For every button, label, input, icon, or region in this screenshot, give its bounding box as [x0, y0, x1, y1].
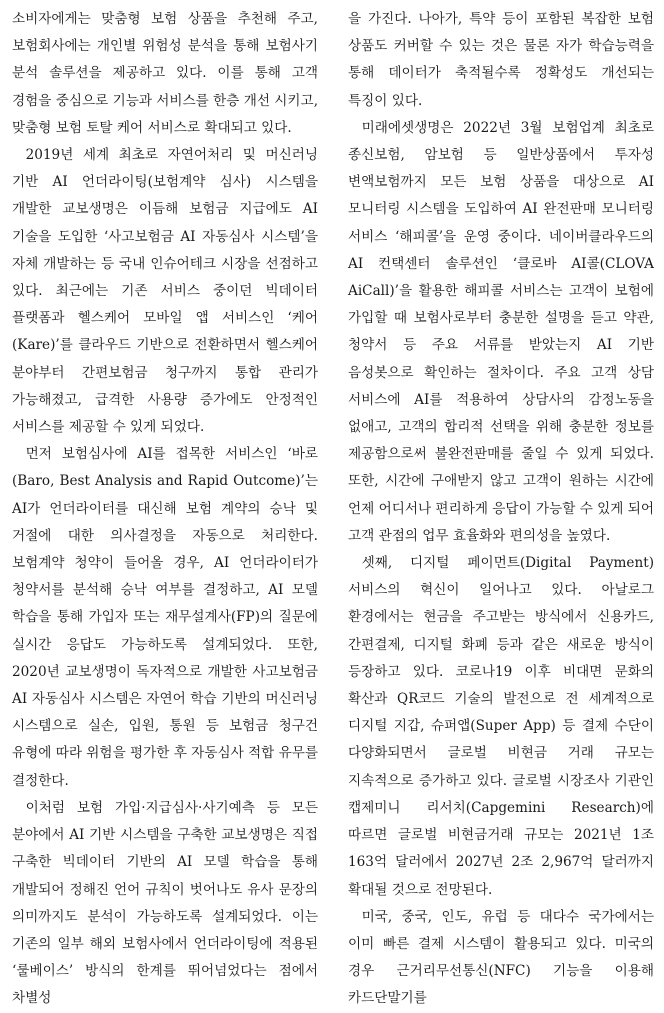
left-column	[12, 6, 318, 1013]
paragraph: 미래에셋생명은 2022년 3월 보험업계 최초로 종신보험, 암보험 등 일반상품에서 투자성 변액보험까지 모든 보험 상품을 대상으로 AI 모니터링 시스템을 도입하여 AI 완전판매 모니터링 서비스 ‘해피콜’을 운영 중이다. 네이버클라우드의 AI 컨택센터 솔루션인 ‘클로바 AI콜(CLOVA AiCall)’을 활용한 해피콜 서비스는 고객이 보험에 가입할 때 보험사로부터 충분한 설명을 듣고 약관, 청약서 등 주요 서류를 받았는지 AI 기반 음성봇으로 확인하는 절차이다. 주요 고객 상담 서비스에 AI를 적용하여 상담사의 감정노동을 없애고, 고객의 합리적 선택을 위해 충분한 정보를 제공함으로써 불완전판매를 줄일 수 있게 되었다. 또한, 시간에 구애받지 않고 고객이 원하는 시간에 언제 어디서나 편리하게 응답이 가능할 수 있게 되어 고객 관점의 업무 효율화와 편의성을 높였다.	[348, 119, 655, 544]
paragraph: 먼저 보험심사에 AI를 접목한 서비스인 ‘바로(Baro, Best Analysis and Rapid Outcome)’는 AI가 언더라이터를 대신해 보험 계약의 승낙 및 거절에 대한 의사결정을 자동으로 처리한다. 보험계약 청약이 들어올 경우, AI 언더라이터가 청약서를 분석해 승낙 여부를 결정하고, AI 모델 학습을 통해 가입자 또는 재무설계사(FP)의 질문에 실시간 응답도 가능하도록 설계되었다. 또한, 2020년 교보생명이 독자적으로 개발한 사고보험금 AI 자동심사 시스템은 자연어 학습 기반의 머신러닝 시스템으로 실손, 입원, 통원 등 보험금 청구건 유형에 따라 위험을 평가한 후 자동심사 적합 유무를 결정한다.	[12, 446, 319, 789]
right-column	[348, 6, 654, 1013]
paragraph: 셋째, 디지털 페이먼트(Digital Payment) 서비스의 혁신이 일어나고 있다. 아날로그 환경에서는 현금을 주고받는 방식에서 신용카드, 간편결제, 디지털 화폐 등과 같은 새로운 방식이 등장하고 있다. 코로나19 이후 비대면 문화의 확산과 QR코드 기술의 발전으로 전 세계적으로 디지털 지갑, 슈퍼앱(Super App) 등 결제 수단이 다양화되면서 글로벌 비현금 거래 규모는 지속적으로 증가하고 있다. 글로벌 시장조사 기관인 캡제미니 리서치(Capgemini Research)에 따르면 글로벌 비현금거래 규모는 2021년 1조 163억 달러에서 2027년 2조 2,967억 달러까지 확대될 것으로 전망된다.	[348, 555, 654, 898]
paragraph: 을 가진다. 나아가, 특약 등이 포함된 복잡한 보험 상품도 커버할 수 있는 것은 물론 자가 학습능력을 통해 데이터가 축적될수록 정확성도 개선되는 특징이 있다.	[348, 11, 654, 109]
paragraph: 2019년 세계 최초로 자연어처리 및 머신러닝 기반 AI 언더라이팅(보험계약 심사) 시스템을 개발한 교보생명은 이듬해 보험금 지급에도 AI 기술을 도입한 ‘사고보험금 AI 자동심사 시스템’을 자체 개발하는 등 국내 인슈어테크 시장을 선점하고 있다. 최근에는 기존 서비스 중이던 빅데이터 플랫폼과 헬스케어 모바일 앱 서비스인 ‘케어(Kare)’를 클라우드 기반으로 전환하면서 헬스케어 분야부터 간편보험금 청구까지 통합 관리가 가능해졌고, 급격한 사용량 증가에도 안정적인 서비스를 제공할 수 있게 되었다.	[12, 147, 318, 436]
paragraph: 미국, 중국, 인도, 유럽 등 대다수 국가에서는 이미 빠른 결제 시스템이 활용되고 있다. 미국의 경우 근거리무선통신(NFC) 기능을 이용해 카드단말기를	[348, 908, 654, 1007]
paragraph: 소비자에게는 맞춤형 보험 상품을 추천해 주고, 보험회사에는 개인별 위험성 분석을 통해 보험사기 분석 솔루션을 제공하고 있다. 이를 통해 고객 경험을 중심으로 기능과 서비스를 한층 개선 시키고, 맞춤형 보험 토탈 케어 서비스로 확대되고 있다.	[12, 11, 319, 136]
paragraph: 이처럼 보험 가입·지급심사·사기예측 등 모든 분야에서 AI 기반 시스템을 구축한 교보생명은 직접 구축한 빅데이터 기반의 AI 모델 학습을 통해 개발되어 정해진 언어 규칙이 벗어나도 유사 문장의 의미까지도 분석이 가능하도록 설계되었다. 이는 기존의 일부 해외 보험사에서 언더라이팅에 적용된 ‘룰베이스’ 방식의 한계를 뛰어넘었다는 점에서 차별성	[12, 799, 318, 1007]
